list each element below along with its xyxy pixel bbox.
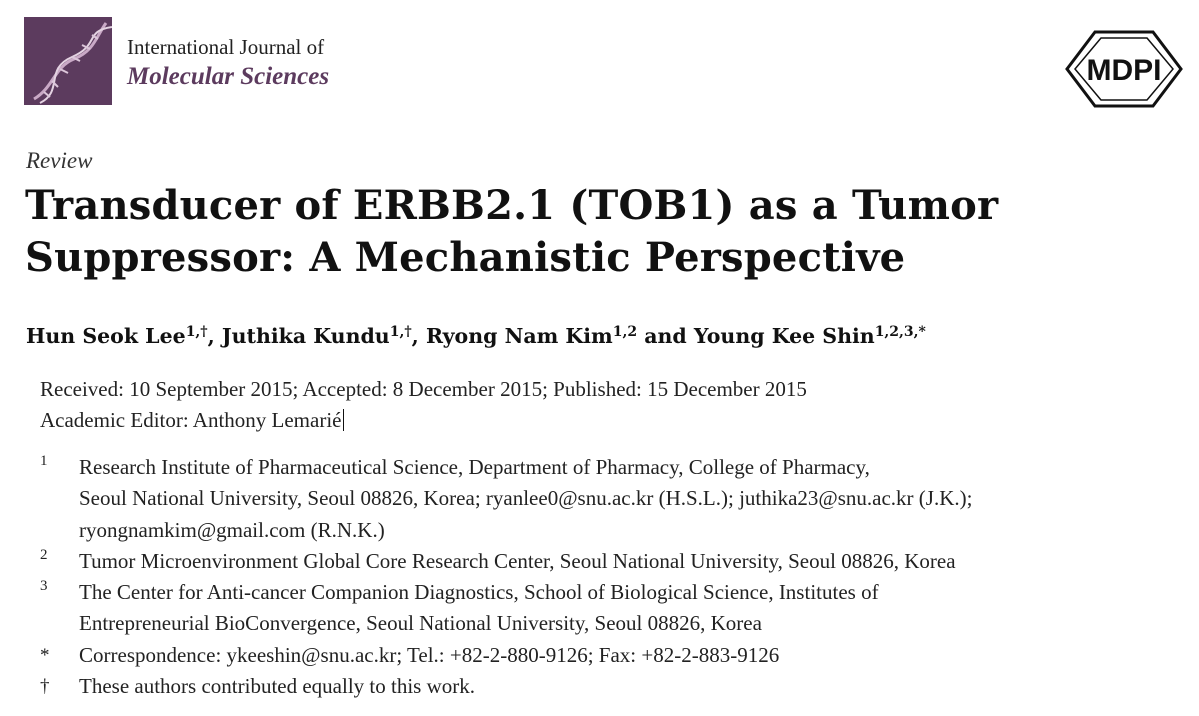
article-type: Review xyxy=(26,148,93,173)
correspondence-mark: * xyxy=(40,644,50,666)
journal-name-line1: International Journal of xyxy=(127,35,325,59)
history-dates: Received: 10 September 2015; Accepted: 8 December 2015; Published: 15 December 2015 xyxy=(40,377,807,401)
author-name[interactable]: Ryong Nam Kim xyxy=(425,324,613,348)
affiliation-mark: 1 xyxy=(40,453,48,469)
author-name[interactable]: Young Kee Shin xyxy=(693,324,875,348)
affiliation-2 xyxy=(40,546,1190,577)
article-title: Transducer of ERBB2.1 (TOB1) as a Tumor Suppressor: A Mechanistic Perspective xyxy=(25,182,999,281)
affiliation-line: Tumor Microenvironment Global Core Research Center, Seoul National University, Seoul 08826, Korea xyxy=(79,548,956,573)
affiliation-line: Entrepreneurial BioConvergence, Seoul National University, Seoul 08826, Korea xyxy=(79,611,762,636)
affiliation-mark: 3 xyxy=(40,578,48,595)
affiliation-3 xyxy=(40,577,1190,640)
affiliations xyxy=(40,452,1190,702)
equal-contribution-note xyxy=(40,671,1190,702)
affiliation-line: Research Institute of Pharmaceutical Science, Department of Pharmacy, College of Pharmacy, xyxy=(79,455,870,479)
publication-dates xyxy=(40,374,807,436)
academic-editor-line xyxy=(40,405,807,436)
author-separator: , xyxy=(411,324,426,348)
affiliation-mark: 2 xyxy=(40,546,48,563)
author-affiliation-marks: 1,† xyxy=(389,324,412,340)
dagger-mark: † xyxy=(40,676,50,698)
author-name[interactable]: Hun Seok Lee xyxy=(26,324,186,348)
author-separator: , xyxy=(207,324,222,348)
journal-logo xyxy=(24,17,112,105)
journal-name xyxy=(127,35,329,92)
correspondence-line: Correspondence: ykeeshin@snu.ac.kr; Tel.: +82-2-880-9126; Fax: +82-2-883-9126 xyxy=(79,642,780,667)
academic-editor: Academic Editor: Anthony Lemarié xyxy=(40,408,342,432)
author-affiliation-marks: 1,† xyxy=(185,324,208,340)
author-list xyxy=(26,324,926,348)
author-affiliation-marks: 1,2,3,* xyxy=(874,324,926,340)
affiliation-line: Seoul National University, Seoul 08826, Korea; ryanlee0@snu.ac.kr (H.S.L.); juthika23@snu.ac.kr (J.K.); xyxy=(79,486,973,511)
author-affiliation-marks: 1,2 xyxy=(612,324,638,340)
mdpi-logo xyxy=(1065,30,1183,108)
journal-name-line2: Molecular Sciences xyxy=(127,63,330,91)
affiliation-1 xyxy=(40,452,1190,546)
affiliation-line: The Center for Anti-cancer Companion Diagnostics, School of Biological Science, Institutes of xyxy=(79,580,879,605)
correspondence xyxy=(40,640,1190,671)
mdpi-logo-text: MDPI xyxy=(1086,54,1162,87)
dna-helix-icon xyxy=(24,17,112,105)
equal-contribution-line: These authors contributed equally to this work. xyxy=(79,674,475,699)
text-cursor xyxy=(343,409,344,431)
author-name[interactable]: Juthika Kundu xyxy=(221,324,390,348)
affiliation-line: ryongnamkim@gmail.com (R.N.K.) xyxy=(79,517,385,542)
author-separator: and xyxy=(637,324,694,348)
